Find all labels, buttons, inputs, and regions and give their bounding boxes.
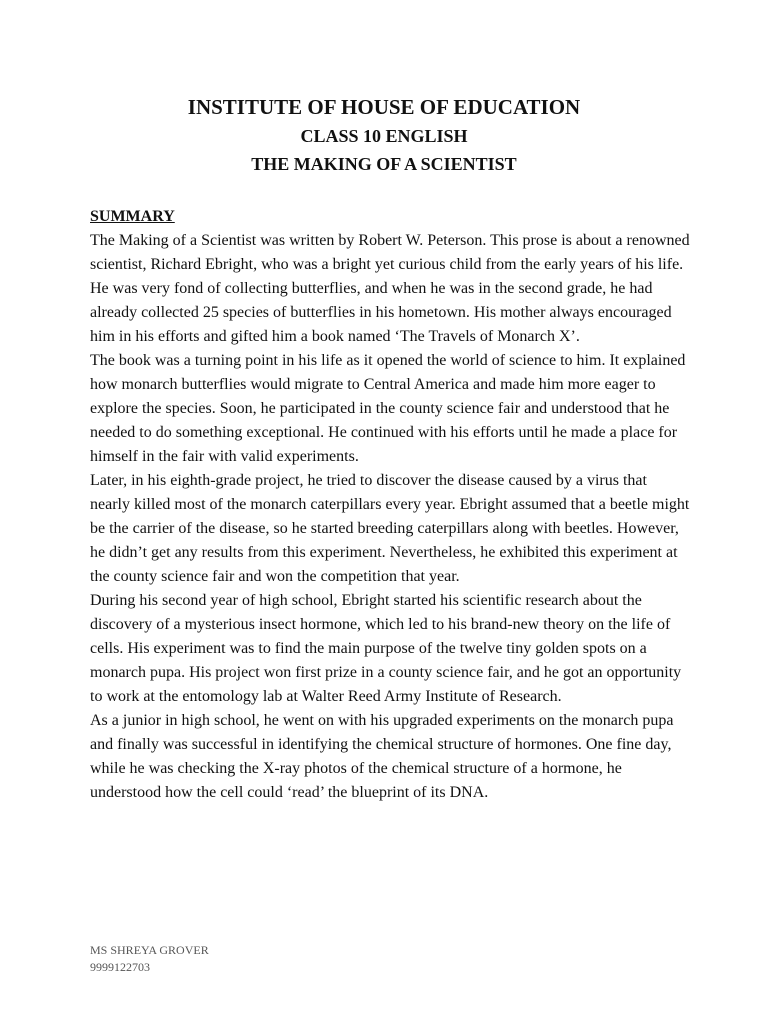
- summary-paragraph: The Making of a Scientist was written by Robert W. Peterson. This prose is about a renowned scientist, Richard Ebright, who was a bright yet curious child from the early years of his life. He was very fond of collecting butterflies, and when he was in the second grade, he had already collected 25 species of butterflies in his hometown. His mother always encouraged him in his efforts and gifted him a book named ‘The Travels of Monarch X’.: [90, 232, 690, 345]
- summary-section: [90, 205, 690, 805]
- author-phone: 9999122703: [90, 960, 150, 974]
- document-footer: [90, 942, 209, 976]
- summary-paragraph: During his second year of high school, Ebright started his scientific research about the discovery of a mysterious insect hormone, which led to his brand-new theory on the life of cells. His experiment was to find the main purpose of the twelve tiny golden spots on a monarch pupa. His project won first prize in a county science fair, and he got an opportunity to work at the entomology lab at Walter Reed Army Institute of Research.: [90, 592, 682, 705]
- author-name: MS SHREYA GROVER: [90, 943, 209, 957]
- summary-heading: SUMMARY: [90, 208, 175, 225]
- institute-title: INSTITUTE OF HOUSE OF EDUCATION: [187, 95, 581, 119]
- document-header: [0, 92, 768, 178]
- summary-paragraph: Later, in his eighth-grade project, he tried to discover the disease caused by a virus that nearly killed most of the monarch caterpillars every year. Ebright assumed that a beetle might be the carrier of the disease, so he started breeding caterpillars along with beetles. However, he didn’t get any results from this experiment. Nevertheless, he exhibited this experiment at the county science fair and won the competition that year.: [90, 472, 690, 585]
- class-line: CLASS 10 ENGLISH: [300, 126, 468, 146]
- summary-paragraph: The book was a turning point in his life as it opened the world of science to him. It explained how monarch butterflies would migrate to Central America and made him more eager to explore the species. Soon, he participated in the county science fair and understood that he needed to do something exceptional. He continued with his efforts until he made a place for himself in the fair with valid experiments.: [90, 352, 686, 465]
- summary-paragraph: As a junior in high school, he went on with his upgraded experiments on the monarch pupa and finally was successful in identifying the chemical structure of hormones. One fine day, while he was checking the X-ray photos of the chemical structure of a hormone, he understood how the cell could ‘read’ the blueprint of its DNA.: [90, 712, 674, 801]
- chapter-title: THE MAKING OF A SCIENTIST: [251, 154, 517, 174]
